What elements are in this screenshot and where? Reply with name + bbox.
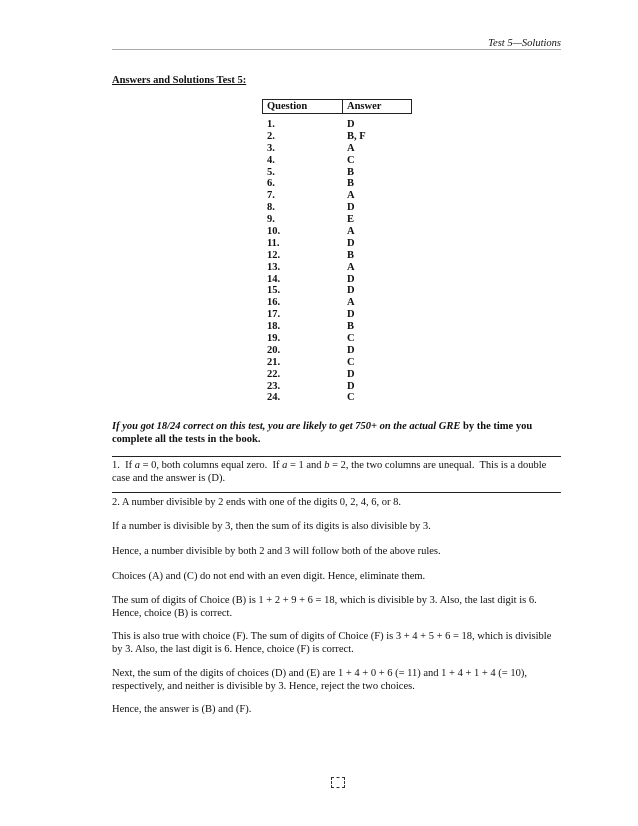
question-number: 12. [267, 249, 281, 261]
page-title: Answers and Solutions Test 5: [112, 75, 247, 86]
answer-letter: D [347, 202, 355, 214]
question-number: 23. [267, 380, 281, 392]
answer-table-header [262, 99, 412, 114]
question-number: 22. [267, 368, 281, 380]
separator-rule [112, 492, 561, 493]
question-number: 4. [267, 154, 275, 166]
question-number: 24. [267, 392, 281, 404]
answer-letter: B [347, 166, 355, 178]
question-number: 3. [267, 142, 275, 154]
answer-letter: C [347, 392, 355, 404]
table-row [262, 297, 412, 309]
table-row [262, 202, 412, 214]
question-number: 21. [267, 356, 281, 368]
answer-letter: D [347, 285, 355, 297]
question-number: 6. [267, 178, 275, 190]
answer-letter: D [347, 309, 355, 321]
question-number: 18. [267, 321, 281, 333]
score-note-plain: by the time you complete all the tests in the book. [112, 421, 533, 445]
table-row [262, 167, 412, 179]
question-number: 7. [267, 190, 275, 202]
question-number: 10. [267, 226, 281, 238]
answer-letter: B [347, 249, 355, 261]
table-row [262, 178, 412, 190]
question-number: 9. [267, 214, 275, 226]
answer-letter: D [347, 119, 355, 130]
answer-letter: D [347, 237, 355, 249]
answer-letter: D [347, 273, 355, 285]
question-number: 16. [267, 297, 281, 309]
solution-2-choice-d-e: Next, the sum of the digits of choices (D) and (E) are 1 + 4 + 0 + 6 (= 11) and 1 + 4 + 1 + 4 (= 10), respectively, and neither is divisible by 3. Hence, reject the two choices. [112, 668, 527, 692]
answer-letter: B [347, 321, 355, 333]
table-row [262, 392, 412, 404]
running-header: Test 5—Solutions [488, 38, 561, 49]
table-row [262, 333, 412, 345]
table-row [262, 369, 412, 381]
solution-2-choice-f: This is also true with choice (F). The sum of digits of Choice (F) is 3 + 4 + 5 + 6 = 18, which is divisible by 3. Also, the last digit is 6. Hence, choice (F) is correct. [112, 631, 552, 655]
table-row [262, 309, 412, 321]
table-row [262, 250, 412, 262]
table-row [262, 381, 412, 393]
table-row [262, 226, 412, 238]
question-number: 14. [267, 273, 281, 285]
separator-rule [112, 456, 561, 457]
table-row [262, 155, 412, 167]
table-row [262, 131, 412, 143]
answer-letter: A [347, 297, 355, 309]
solution-2-choice-b: The sum of digits of Choice (B) is 1 + 2 + 9 + 6 = 18, which is divisible by 3. Also, the last digit is 6. Hence, choice (B) is correct. [112, 595, 537, 619]
table-row [262, 262, 412, 274]
answer-letter: D [347, 380, 355, 392]
table-row [262, 190, 412, 202]
solution-2-eliminate: Choices (A) and (C) do not end with an even digit. Hence, eliminate them. [112, 571, 426, 582]
question-number: 15. [267, 285, 281, 297]
table-row [262, 321, 412, 333]
answer-letter: C [347, 333, 355, 345]
table-row [262, 119, 412, 131]
answer-letter: D [347, 344, 355, 356]
answer-letter: D [347, 368, 355, 380]
table-row [262, 357, 412, 369]
question-number: 1. [267, 119, 275, 130]
question-number: 19. [267, 333, 281, 345]
answer-letter: B, F [347, 130, 366, 142]
score-note [112, 420, 562, 446]
solution-2-both-rules: Hence, a number divisible by both 2 and 3 will follow both of the above rules. [112, 546, 441, 557]
solution-1: 1. If a = 0, both columns equal zero. If a = 1 and b = 2, the two columns are unequal. This is a double case and the answer is (D). [112, 460, 547, 484]
column-header-question: Question [263, 100, 343, 113]
table-row [262, 143, 412, 155]
answer-letter: A [347, 142, 355, 154]
table-row [262, 345, 412, 357]
page-number-box [331, 777, 345, 788]
solution-2-answer: Hence, the answer is (B) and (F). [112, 704, 252, 715]
answer-letter: E [347, 214, 355, 226]
answer-letter: C [347, 154, 355, 166]
table-row [262, 238, 412, 250]
answer-letter: A [347, 190, 355, 202]
answer-table [262, 99, 412, 404]
question-number: 11. [267, 237, 280, 249]
answer-letter: C [347, 356, 355, 368]
table-row [262, 214, 412, 226]
solution-2-intro: 2. A number divisible by 2 ends with one of the digits 0, 2, 4, 6, or 8. [112, 497, 402, 508]
answer-letter: A [347, 261, 355, 273]
solution-2-rule-3: If a number is divisible by 3, then the sum of its digits is also divisible by 3. [112, 521, 431, 532]
table-row [262, 285, 412, 297]
question-number: 5. [267, 166, 275, 178]
question-number: 20. [267, 344, 281, 356]
question-number: 17. [267, 309, 281, 321]
question-number: 13. [267, 261, 281, 273]
answer-letter: A [347, 226, 355, 238]
question-number: 2. [267, 130, 275, 142]
score-note-italic: If you got 18/24 correct on this test, you are likely to get 750+ on the actual GRE [112, 421, 461, 432]
answer-letter: B [347, 178, 355, 190]
answer-table-body [262, 119, 412, 404]
header-rule [112, 49, 561, 50]
question-number: 8. [267, 202, 275, 214]
column-header-answer: Answer [347, 101, 382, 112]
table-row [262, 274, 412, 286]
